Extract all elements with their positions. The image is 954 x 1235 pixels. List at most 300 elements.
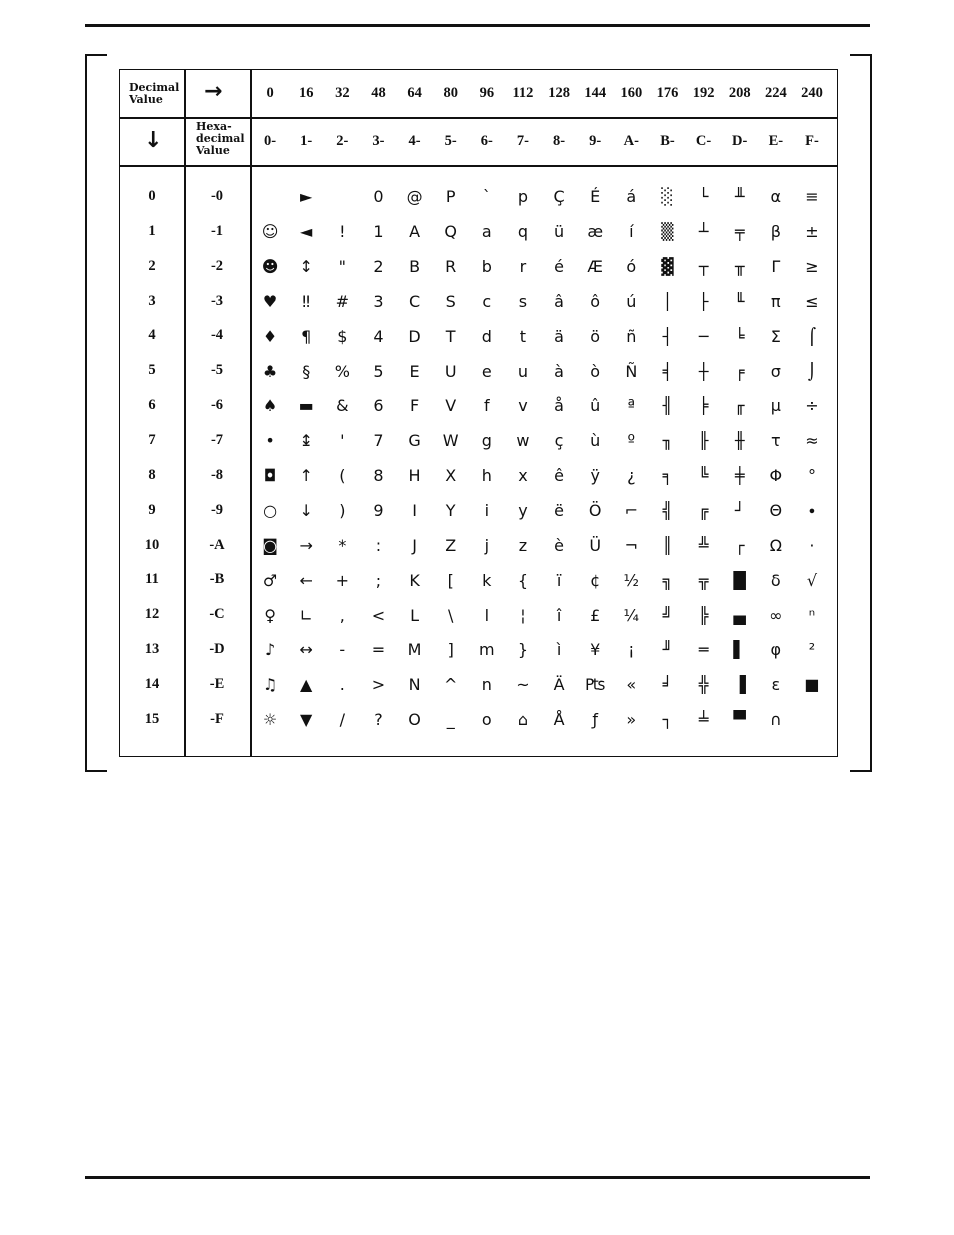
char-cell: δ [770,570,781,590]
char-cell: C [408,291,421,311]
char-cell: ² [808,640,816,660]
row-hex-15: -F [210,710,224,727]
char-cell: ↑ [299,466,313,486]
char-cell: w [516,431,530,451]
char-cell: ▀ [733,710,746,730]
char-cell: ° [807,466,816,486]
char-cell: n [481,675,492,695]
decimal-header-3: 48 [371,85,386,101]
char-cell: ï [556,570,562,590]
char-cell: ╪ [734,466,745,486]
char-cell: ▲ [300,675,313,695]
decimal-header-14: 224 [764,85,787,101]
char-cell: ╤ [734,222,745,242]
char-cell: √ [806,570,818,590]
char-cell: X [445,466,457,486]
char-cell: » [626,710,637,730]
char-cell: └ [698,187,709,207]
char-cell: ( [339,466,346,486]
char-cell: ò [590,361,601,381]
char-cell: ƒ [592,710,598,730]
char-cell: ▼ [300,710,313,730]
char-cell: c [482,291,492,311]
table-row [252,424,830,459]
char-cell: [ [447,570,454,590]
char-cell: ε [771,675,781,695]
decimal-header-0: 0 [266,85,274,101]
char-cell: ♣ [262,361,278,381]
char-cell: I [412,501,417,521]
char-cell: ╫ [734,431,745,451]
char-cell: ↔ [299,640,313,660]
char-cell: ░ [661,187,674,207]
char-cell: æ [587,222,604,242]
char-cell: ├ [698,291,709,311]
hex-column-headers [252,133,830,150]
decimal-header-5: 80 [443,85,458,101]
char-cell: O [408,710,421,730]
char-cell: u [517,361,528,381]
down-arrow-icon: ↓ [144,128,163,153]
char-cell: ¦ [520,605,526,625]
row-hex-8: -8 [210,466,224,483]
char-cell: → [299,535,313,555]
char-cell: ╟ [698,431,709,451]
char-cell: , [339,605,345,625]
table-row [252,494,830,529]
char-cell: ⌐ [624,501,639,521]
char-cell: ⌠ [807,326,817,346]
row-hex-2: -2 [210,257,224,274]
char-cell: o [481,710,492,730]
char-cell: ↨ [299,431,313,451]
char-cell: ^ [443,675,458,695]
char-cell: Ö [588,501,602,521]
decimal-header-13: 208 [728,85,751,101]
char-cell: H [408,466,421,486]
char-cell: ┐ [662,710,673,730]
char-cell: e [481,361,492,381]
char-cell: ← [299,570,313,590]
char-cell: p [517,187,529,207]
char-cell: ≡ [805,187,819,207]
char-cell: ] [447,640,454,660]
char-cell: ╒ [734,361,745,381]
char-cell: Y [445,501,456,521]
char-cell: ü [553,222,565,242]
hex-header-2: 2- [336,133,349,149]
row-decimal-2: 2 [148,257,156,274]
char-cell: è [554,535,564,555]
character-grid [252,180,830,738]
char-cell: █ [733,570,746,590]
char-cell: ┼ [698,361,709,381]
char-cell: V [445,396,457,416]
hex-header-1: 1- [300,133,313,149]
character-set-table [119,69,838,757]
char-cell: σ [770,361,781,381]
hex-header-13: D- [732,133,748,149]
char-cell: ñ [626,326,637,346]
hex-header-0: 0- [264,133,277,149]
row-decimal-12: 12 [144,606,160,623]
char-cell: ╓ [734,396,745,416]
char-cell: U [444,361,457,381]
char-cell: ¶ [301,326,312,346]
char-cell: ▬ [298,396,314,416]
char-cell: ; [375,570,382,590]
row-hex-12: -C [209,606,225,623]
char-cell: 8 [373,466,384,486]
char-cell: $ [337,326,348,346]
char-cell: ⁿ [808,605,816,625]
char-cell: i [484,501,490,521]
char-cell: ▌ [733,640,746,660]
char-cell: @ [406,187,423,207]
char-cell: ○ [263,501,278,521]
char-cell: ╜ [662,640,673,660]
table-row [252,528,830,563]
char-cell: ¿ [627,466,636,486]
char-cell: 7 [373,431,384,451]
table-row [252,180,830,215]
char-cell: 1 [373,222,384,242]
hex-header-14: E- [768,133,784,149]
char-cell: ╕ [662,466,673,486]
char-cell: å [554,396,564,416]
char-cell: K [409,570,420,590]
char-cell: T [445,326,456,346]
char-cell: x [518,466,528,486]
char-cell: Ç [553,187,565,207]
table-row [252,668,830,703]
char-cell: ╚ [698,466,709,486]
table-row [252,459,830,494]
char-cell: α [770,187,782,207]
right-arrow-icon: → [204,79,223,104]
hex-header-8: 8- [553,133,566,149]
char-cell: ! [339,222,346,242]
char-cell: à [554,361,564,381]
char-cell: ª [627,396,636,416]
char-cell: 0 [373,187,384,207]
char-cell: F [409,396,420,416]
char-cell: ═ [698,640,709,660]
char-cell: ┴ [698,222,709,242]
char-cell: 6 [373,396,384,416]
char-cell: G [408,431,421,451]
char-cell: É [590,187,601,207]
char-cell: ¼ [623,605,640,625]
char-cell: û [590,396,601,416]
row-decimal-1: 1 [148,222,156,239]
char-cell: ♦ [262,326,278,346]
char-cell: á [626,187,637,207]
char-cell: ~ [516,675,530,695]
char-cell: ∩ [769,710,782,730]
char-cell: z [518,535,528,555]
row-hex-3: -3 [210,292,224,309]
char-cell: ╞ [698,396,709,416]
decimal-value-label: Decimal Value [129,81,180,106]
char-cell: ─ [698,326,709,346]
char-cell: ┤ [662,326,673,346]
char-cell: / [339,710,345,730]
char-cell: ¡ [628,640,635,660]
hex-header-9: 9- [589,133,602,149]
char-cell: r [519,257,527,277]
char-cell: · [809,535,815,555]
char-cell: ◘ [263,466,277,486]
char-cell: # [335,291,350,311]
char-cell: ⌂ [517,710,529,730]
char-cell: ╡ [662,361,673,381]
char-cell: 3 [373,291,384,311]
hex-header-3: 3- [372,133,385,149]
char-cell: ╘ [734,326,745,346]
char-cell: - [339,640,346,660]
char-cell: ∞ [769,605,783,625]
char-cell: ╥ [734,257,745,277]
char-cell: y [518,501,528,521]
char-cell: ╔ [698,501,709,521]
char-cell: β [770,222,781,242]
char-cell: ∟ [299,605,313,625]
row-hex-4: -4 [210,327,224,344]
char-cell: > [371,675,386,695]
table-row [252,319,830,354]
char-cell: l [484,605,490,625]
char-cell: π [770,291,781,311]
char-cell: 9 [373,501,384,521]
char-cell: ∙ [806,501,817,521]
hex-header-7: 7- [516,133,529,149]
char-cell: ≤ [805,291,819,311]
char-cell: ♂ [262,570,278,590]
table-row [252,563,830,598]
row-decimal-9: 9 [148,501,156,518]
char-cell: k [482,570,492,590]
char-cell: ± [805,222,819,242]
char-cell: ╢ [662,396,673,416]
char-cell: ╖ [662,431,673,451]
char-cell: ╗ [662,570,673,590]
table-row [252,250,830,285]
char-cell: ╨ [734,187,745,207]
char-cell: D [408,326,421,346]
table-row [252,598,830,633]
row-decimal-13: 13 [144,641,160,658]
row-hex-6: -6 [210,397,224,414]
char-cell: ö [590,326,601,346]
decimal-header-9: 144 [584,85,607,101]
char-cell: î [556,605,562,625]
decimal-header-11: 176 [656,85,679,101]
table-row [252,703,830,738]
row-decimal-6: 6 [148,397,156,414]
char-cell: \ [447,605,454,625]
char-cell: ╝ [662,605,673,625]
char-cell: Φ [769,466,783,486]
char-cell: ô [590,291,601,311]
char-cell: ☼ [262,710,278,730]
char-cell: L [410,605,420,625]
char-cell: ► [300,187,313,207]
char-cell: ▓ [661,257,674,277]
char-cell: í [629,222,634,242]
char-cell: v [518,396,528,416]
char-cell: ║ [662,535,673,555]
char-cell: Æ [587,257,603,277]
row-hex-0: -0 [210,188,224,204]
char-cell: { [517,570,529,590]
row-decimal-15: 15 [144,710,160,727]
char-cell: Σ [770,326,781,346]
char-cell: Ω [769,535,782,555]
bottom-rule [85,1176,870,1179]
hex-header-5: 5- [444,133,457,149]
char-cell: ◙ [262,535,278,555]
char-cell: ì [556,640,562,660]
decimal-header-6: 96 [479,85,495,101]
char-cell: ` [482,187,491,207]
char-cell: ╩ [698,535,709,555]
char-cell: ♪ [264,640,276,660]
char-cell: ÷ [805,396,819,416]
char-cell: ┌ [734,535,745,555]
char-cell: ╠ [698,605,709,625]
char-cell: â [554,291,564,311]
char-cell: Ü [589,535,602,555]
char-cell: < [371,605,386,625]
divider-h2 [120,165,837,167]
char-cell: ╬ [698,675,709,695]
top-rule [85,24,870,27]
char-cell: ▐ [733,675,746,695]
decimal-header-2: 32 [335,85,350,101]
char-cell: ◄ [300,222,313,242]
char-cell: + [335,570,350,590]
decimal-header-1: 16 [298,85,314,101]
char-cell: & [336,396,349,416]
table-row [252,285,830,320]
char-cell: Θ [769,501,783,521]
row-hex-5: -5 [210,362,224,379]
char-cell: s [518,291,528,311]
row-decimal-3: 3 [148,292,156,309]
char-cell: ╙ [734,291,745,311]
char-cell: N [408,675,421,695]
decimal-header-12: 192 [692,85,715,101]
char-cell: ╛ [662,675,673,695]
char-cell: ≥ [805,257,819,277]
table-row [252,633,830,668]
char-cell: ♫ [262,675,278,695]
char-cell: Γ [771,257,781,277]
char-cell: τ [770,431,781,451]
hex-header-15: F- [805,133,819,149]
char-cell: ≈ [805,431,819,451]
char-cell: ? [374,710,383,730]
char-cell: ☺ [261,222,279,242]
char-cell: R [445,257,457,277]
char-cell: P [445,187,456,207]
char-cell: ■ [804,675,820,695]
char-cell: « [626,675,637,695]
row-hex-11: -B [209,571,225,588]
char-cell: ☻ [261,257,279,277]
char-cell: φ [770,640,782,660]
char-cell: ╧ [698,710,709,730]
char-cell: _ [446,710,455,730]
table-row [252,354,830,389]
hex-header-10: A- [623,133,639,149]
char-cell: J [412,535,417,555]
char-cell: ⌡ [807,361,817,381]
char-cell: B [409,257,421,277]
char-cell: ┘ [734,501,745,521]
hex-header-12: C- [695,133,712,149]
char-cell: g [481,431,492,451]
char-cell: % [334,361,350,381]
row-hex-10: -A [209,536,225,553]
char-cell: f [483,396,490,416]
char-cell: µ [770,396,781,416]
char-cell: . [339,675,345,695]
char-cell: ┬ [698,257,709,277]
char-cell: m [479,640,495,660]
char-cell: ♥ [262,291,278,311]
char-cell: ¢ [590,570,601,590]
right-bracket [850,54,872,772]
char-cell: ÿ [590,466,600,486]
char-cell: ▒ [661,222,674,242]
row-decimal-8: 8 [148,466,156,483]
char-cell: £ [590,605,601,625]
char-cell: ê [554,466,564,486]
row-decimal-14: 14 [144,675,160,692]
char-cell: 4 [373,326,384,346]
char-cell: ú [626,291,637,311]
divider-h1 [120,117,837,119]
row-hex-14: -E [209,675,225,692]
char-cell: ¬ [624,535,639,555]
char-cell: ♀ [264,605,276,625]
char-cell: ♠ [262,396,278,416]
char-cell: ½ [623,570,640,590]
char-cell: a [481,222,492,242]
char-cell: ' [340,431,345,451]
char-cell: : [375,535,382,555]
char-cell: ‼ [302,291,311,311]
char-cell: ù [590,431,601,451]
char-cell: M [407,640,422,660]
char-cell: } [517,640,529,660]
char-cell: Ñ [625,361,638,381]
table-row [252,215,830,250]
row-decimal-10: 10 [144,536,160,553]
row-decimal-7: 7 [148,431,156,448]
char-cell: S [445,291,456,311]
row-hex-9: -9 [210,501,224,518]
char-cell: ç [554,431,564,451]
row-decimal-11: 11 [145,571,159,588]
char-cell: Å [553,710,565,730]
char-cell: W [442,431,459,451]
row-hex-1: -1 [210,222,224,239]
hex-header-4: 4- [408,133,421,149]
row-hex-7: -7 [210,431,224,448]
